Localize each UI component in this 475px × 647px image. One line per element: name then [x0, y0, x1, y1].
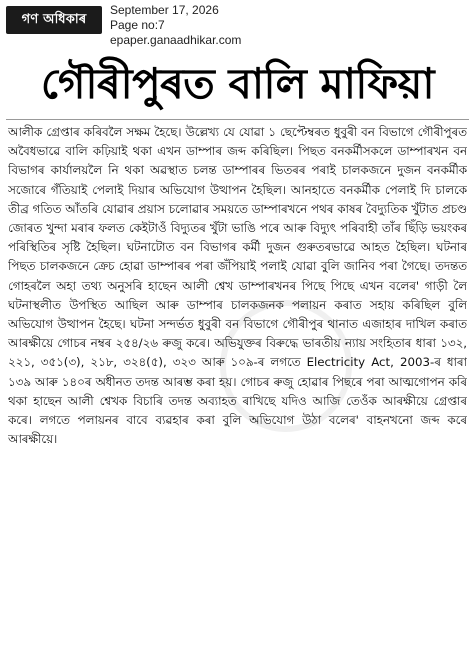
- headline-divider: [6, 119, 469, 120]
- masthead: [0, 0, 475, 52]
- site-url: epaper.ganaadhikar.com: [110, 33, 242, 47]
- edition-meta: [110, 3, 241, 48]
- edition-date: September 17, 2026: [110, 3, 219, 17]
- newspaper-logo: [6, 6, 102, 34]
- logo-text: গণ অধিকাৰ: [21, 11, 87, 27]
- article-body: আলীক গ্ৰেপ্তাৰ কৰিবলৈ সক্ষম হৈছে। উল্লেখ্য যে যোৱা ১ ছেপ্টেম্বৰত ধুবুৰী বন বিভাগে গৌৰীপুৰত অবৈধভাৱে বালি কঢ়িয়াই থকা এখন ডাম্পাৰ জব্দ কৰিছিল। পিছত বনকৰ্মীসকলে ডাম্পাৰখন বন বিভাগৰ কাৰ্যালয়লৈ নি থকা অৱস্থাত চলন্ত ডাম্পাৰৰ ভিতৰৰ পৰাই চালকজনে দুজন বনকৰ্মীক সজোৰে গঁতিয়াই পেলাই দিয়াৰ অভিযোগ উত্থাপন হৈছিল। আনহাতে বনকৰ্মীক পেলাই দি চালকে তীব্ৰ গতিত আঁতৰি যোৱাৰ প্ৰয়াস চলোৱাৰ সময়তে ডাম্পাৰখনে পথৰ কাষৰ বৈদ্যুতিক খুঁটাত প্ৰচণ্ড জোৰত খুন্দা মৰাৰ ফলত কেইটাওঁ বিদ্যুতৰ খুঁটা ভাঙি পৰে আৰু বিদ্যুৎ পৰিবাহী তাঁৰ ছিঁড়ি ভয়ংকৰ পৰিস্থিতিৰ সৃষ্টি হৈছিল। ঘটনাটোত বন বিভাগৰ কৰ্মী দুজন গুৰুতৰভাৱে আহত হৈছিল। ঘটনাৰ পিছত চালকজনে ক্ৰেচ হোৱা ডাম্পাৰৰ পৰা জঁপিয়াই পলাই যোৱা বুলি জানিব পৰা গৈছে। তদন্তত গোহৰলৈ অহা তথ্য অনুসৰি হাছেন আলী শ্বেখ ডাম্পাৰখনৰ পিছে পিছে এখন বলেৰ' গাড়ী লৈ ঘটনাস্থলীত উপস্থিত আছিল আৰু ডাম্পাৰ চালকজনক পলায়ন কৰাত সহায় কৰিছিল বুলি অভিযোগ উত্থাপন হৈছে। ঘটনা সন্দৰ্ভত ধুবুৰী বন বিভাগে গৌৰীপুৰ থানাত এজাহাৰ দাখিল কৰাত আৰক্ষীয়ে গোচৰ নম্বৰ ২৫৪/২৬ ৰুজু কৰে। অভিযুক্তৰ বিৰুদ্ধে ভাৰতীয় ন্যায় সংহিতাৰ ধাৰা ১৩২, ২২১, ৩৫১(৩), ২১৮, ৩২৪(৫), ৩২৩ আৰু ১০৯-ৰ লগতে Electricity Act, 2003-ৰ ধাৰা ১৩৯ আৰু ১৪০ৰ অধীনত তদন্ত আৰম্ভ কৰা হয়। গোচৰ ৰুজু হোৱাৰ পিছৰে পৰা আত্মগোপন কৰি থকা হাছেন আলী শ্বেখক বিচাৰি তদন্ত অব্যাহত ৰাখিছে যদিও আজি তেওঁক আৰক্ষীয়ে গ্ৰেপ্তাৰ কৰে। লগতে পলায়নৰ বাবে ব্যৱহাৰ কৰা বুলি অভিযোগ উঠা বলেৰ' বাহনখনো জব্দ কৰে আৰক্ষীয়ে।: [8, 125, 467, 447]
- article-headline: গৌৰীপুৰত বালি মাফিয়া: [40, 59, 435, 108]
- page-number: Page no:7: [110, 18, 165, 32]
